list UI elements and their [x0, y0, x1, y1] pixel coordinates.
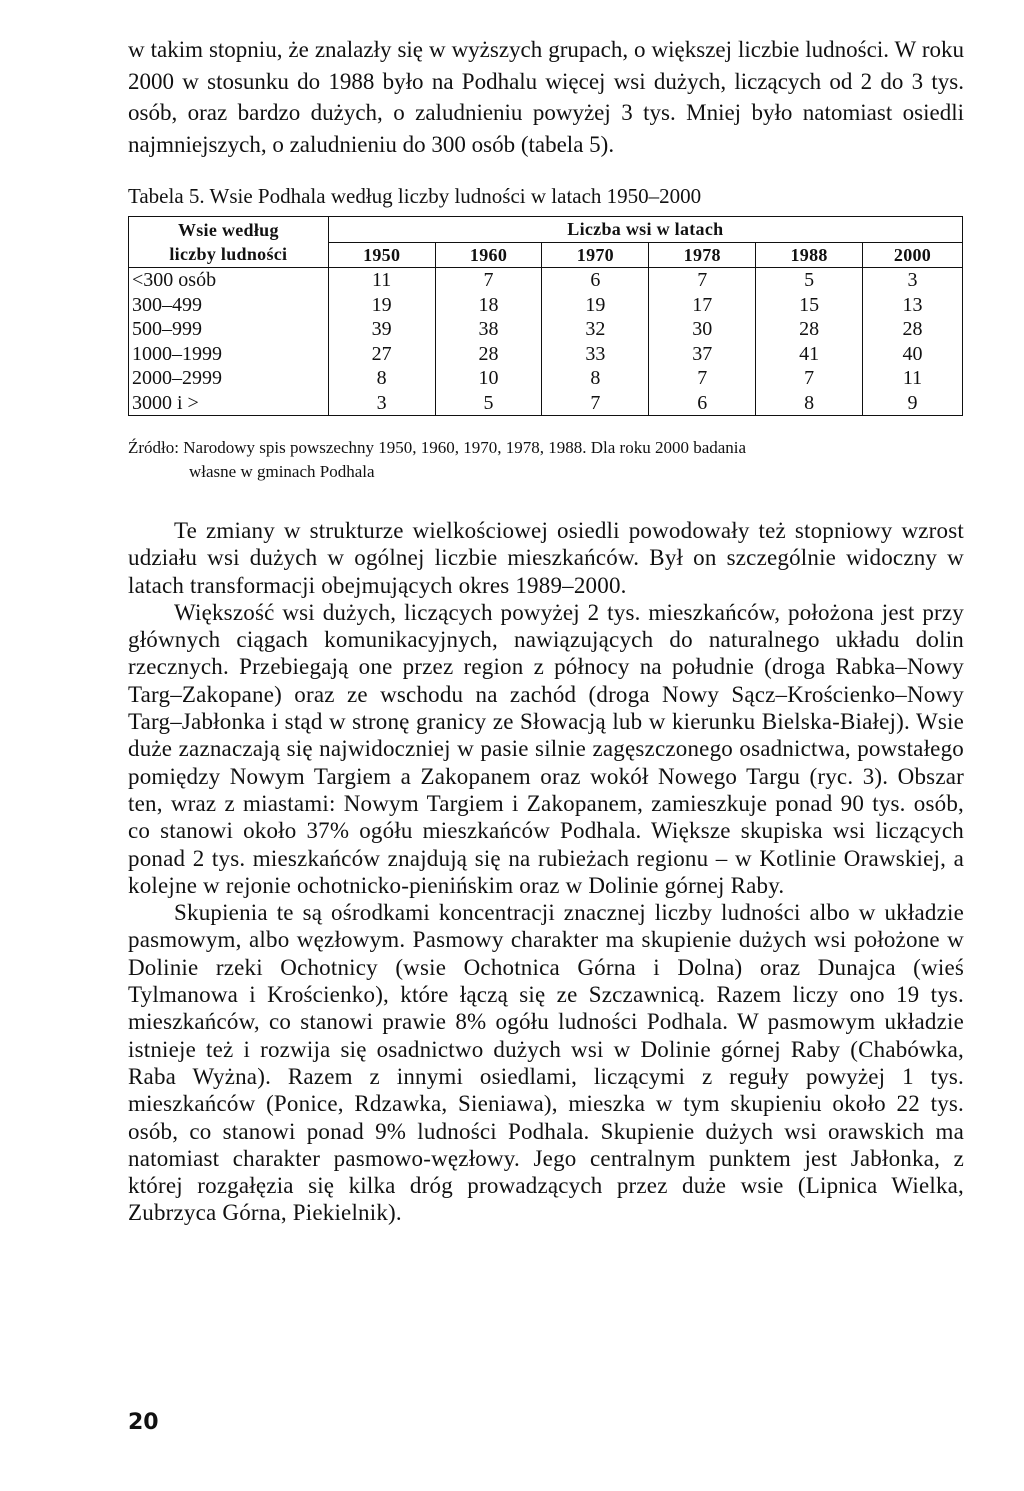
table-cell: 32 [542, 317, 649, 342]
table-row [129, 391, 963, 416]
year-group-header: Liczba wsi w latach [328, 217, 962, 243]
table-cell: 11 [863, 366, 963, 391]
table-source-note [128, 436, 964, 484]
table-header-row [129, 217, 963, 243]
source-line-1: Źródło: Narodowy spis powszechny 1950, 1960, 1970, 1978, 1988. Dla roku 2000 badania [128, 438, 747, 457]
table-cell: 39 [328, 317, 435, 342]
table-cell: 27 [328, 342, 435, 367]
table-cell: 6 [542, 268, 649, 293]
row-label: 300–499 [129, 293, 329, 318]
body-paragraph: Większość wsi dużych, liczących powyżej 2 tys. mieszkańców, położona jest przy głównych ciągach komunikacyjnych, nawiązujących do naturalnego układu dolin rzecznych. Przebiegają one przez region z północy na południe (droga Rabka–Nowy Targ–Zakopane) oraz ze wschodu na zachód (droga Nowy Sącz–Krościenko–Nowy Targ–Jabłonka i stąd w stronę granicy ze Słowacją lub w kierunku Bielska-Białej). Wsie duże zaznaczają się najwidoczniej w pasie silnie zagęszczonego osadnictwa, powstałego pomiędzy Nowym Targiem a Zakopanem oraz wokół Nowego Targu (ryc. 3). Obszar ten, wraz z miastami: Nowym Targiem i Zakopanem, zamieszkuje ponad 90 tys. osób, co stanowi około 37% ogółu mieszkańców Podhala. Większe skupiska wsi liczących ponad 2 tys. mieszkańców znajdują się na rubieżach regionu – w Kotlinie Orawskiej, a kolejne w rejonie ochotnicko-pienińskim oraz w Dolinie górnej Raby. [128, 599, 964, 898]
table-cell: 13 [863, 293, 963, 318]
source-line-2: własne w gminach Podhala [189, 462, 375, 481]
intro-paragraph: w takim stopniu, że znalazły się w wyższych grupach, o większej liczbie ludności. W roku 2000 w stosunku do 1988 było na Podhalu więcej wsi dużych, liczących od 2 do 3 tys. osób, oraz bardzo dużych, o zaludnieniu powyżej 3 tys. Mniej było natomiast osiedli najmniejszych, o zaludnieniu do 300 osób (tabela 5). [128, 37, 964, 157]
row-label-header [129, 217, 329, 268]
table-cell: 3 [328, 391, 435, 416]
row-label-header-line2: liczby ludności [169, 244, 288, 264]
table-row [129, 342, 963, 367]
table-cell: 8 [756, 391, 863, 416]
table-cell: 19 [542, 293, 649, 318]
table-cell: 19 [328, 293, 435, 318]
table-cell: 17 [649, 293, 756, 318]
table-cell: 18 [435, 293, 542, 318]
table-cell: 6 [649, 391, 756, 416]
table-cell: 3 [863, 268, 963, 293]
table-cell: 37 [649, 342, 756, 367]
table-row [129, 366, 963, 391]
row-label: 2000–2999 [129, 366, 329, 391]
table-cell: 28 [863, 317, 963, 342]
table-cell: 15 [756, 293, 863, 318]
year-header: 1978 [649, 242, 756, 268]
table-cell: 5 [756, 268, 863, 293]
row-label: 3000 i > [129, 391, 329, 416]
table-cell: 10 [435, 366, 542, 391]
year-header: 1960 [435, 242, 542, 268]
body-paragraph: Skupienia te są ośrodkami koncentracji znacznej liczby ludności albo w układzie pasmowym, albo węzłowym. Pasmowy charakter ma skupienie dużych wsi położone w Dolinie rzeki Ochotnicy (wsie Ochotnica Górna i Dolna) oraz Dunajca (wieś Tylmanowa i Krościenko), które łączą się ze Szczawnicą. Razem liczy ono 19 tys. mieszkańców, co stanowi prawie 8% ogółu ludności Podhala. W pasmowym układzie istnieje też i rozwija się osadnictwo dużych wsi w Dolinie górnej Raby (Chabówka, Raba Wyżna). Razem z innymi osiedlami, liczącymi z reguły powyżej 1 tys. mieszkańców (Ponice, Rdzawka, Sieniawa), mieszka w tym skupieniu około 22 tys. osób, co stanowi ponad 9% ludności Podhala. Skupienie dużych wsi orawskich ma natomiast charakter pasmowo-węzłowy. Jego centralnym punktem jest Jabłonka, z której rozgałęzia się kilka dróg prowadzących przez duże wsie (Lipnica Wielka, Zubrzyca Górna, Piekielnik). [128, 900, 964, 1226]
table-cell: 7 [649, 366, 756, 391]
row-label: 500–999 [129, 317, 329, 342]
row-label-header-line1: Wsie według [177, 220, 279, 240]
table-cell: 30 [649, 317, 756, 342]
row-label: <300 osób [129, 268, 329, 293]
table-cell: 33 [542, 342, 649, 367]
table-caption: Tabela 5. Wsie Podhala według liczby ludności w latach 1950–2000 [128, 184, 702, 208]
row-label: 1000–1999 [129, 342, 329, 367]
body-paragraph: Te zmiany w strukturze wielkościowej osiedli powodowały też stopniowy wzrost udziału wsi dużych w ogólnej liczbie mieszkańców. Był on szczególnie widoczny w latach transformacji obejmujących okres 1989–2000. [128, 518, 964, 598]
table-row [129, 317, 963, 342]
table-cell: 7 [649, 268, 756, 293]
table-row [129, 293, 963, 318]
table-cell: 5 [435, 391, 542, 416]
page-number: 20 [128, 1410, 159, 1435]
table-cell: 28 [756, 317, 863, 342]
table-cell: 7 [542, 391, 649, 416]
table-cell: 8 [542, 366, 649, 391]
table-cell: 28 [435, 342, 542, 367]
table-cell: 7 [435, 268, 542, 293]
table-cell: 9 [863, 391, 963, 416]
table-cell: 38 [435, 317, 542, 342]
table-cell: 11 [328, 268, 435, 293]
year-header: 1970 [542, 242, 649, 268]
year-header: 1950 [328, 242, 435, 268]
intro-section [128, 34, 964, 160]
body-text [128, 517, 964, 1227]
table-cell: 40 [863, 342, 963, 367]
table-row [129, 268, 963, 293]
table-cell: 41 [756, 342, 863, 367]
population-table [128, 216, 963, 416]
year-header: 2000 [863, 242, 963, 268]
table-cell: 8 [328, 366, 435, 391]
page-content [128, 34, 964, 1227]
table-cell: 7 [756, 366, 863, 391]
year-header: 1988 [756, 242, 863, 268]
